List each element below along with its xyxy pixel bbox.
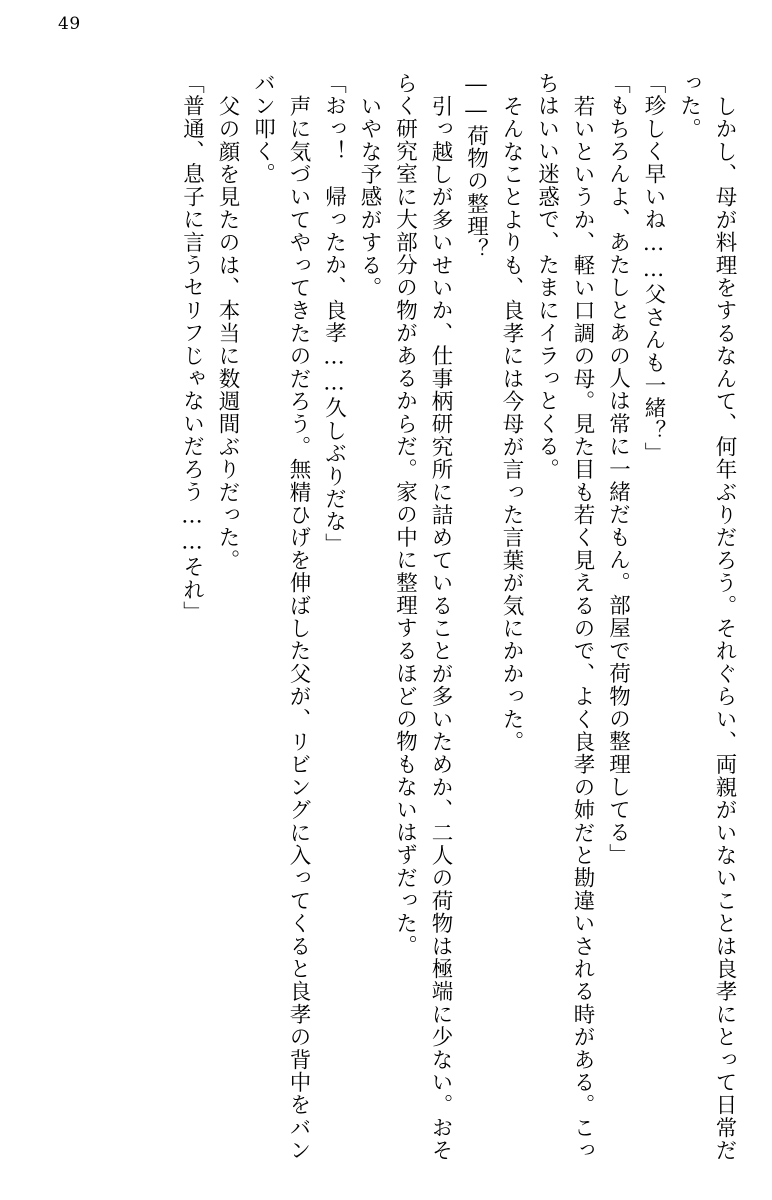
paragraph: 声に気づいてやってきたのだろう。無精ひげを伸ばした父が、リビングに入ってくると良孝の背中をバンバン叩く。 [250,72,311,1162]
paragraph: 「珍しく早いね……父さんも一緒？」 [641,72,666,465]
paragraph: 父の顔を見たのは、本当に数週間ぶりだった。 [215,95,240,572]
paragraph: ――荷物の整理？ [463,72,489,261]
paragraph: 引っ越しが多いせいか、仕事柄研究所に詰めていることが多いためか、二人の荷物は極端に少ない。おそらく研究室に大部分の物があるからだ。家の中に整理するほどの物もないはずだった。 [392,72,453,1162]
paragraph: しかし、母が料理をするなんて、何年ぶりだろう。それぐらい、両親がいないことは良孝にとって日常だった。 [676,72,737,1162]
paragraph: 「おっ！ 帰ったか、良孝……久しぶりだな」 [321,72,347,556]
page-number: 49 [58,14,81,34]
paragraph: 若いというか、軽い口調の母。見た目も若く見えるので、よく良孝の姉だと勘違いされる時がある。こっちはいい迷惑で、たまにイラっとくる。 [534,72,595,1162]
page-text-body [30,72,742,1162]
paragraph: そんなことよりも、良孝には今母が言った言葉が気にかかった。 [499,95,524,754]
paragraph: 「もちろんよ、あたしとあの人は常に一緒だもん。部屋で荷物の整理してる」 [605,72,631,867]
paragraph: 「普通、息子に言うセリフじゃないだろう……それ」 [179,72,205,624]
paragraph: いやな予感がする。 [357,95,382,300]
